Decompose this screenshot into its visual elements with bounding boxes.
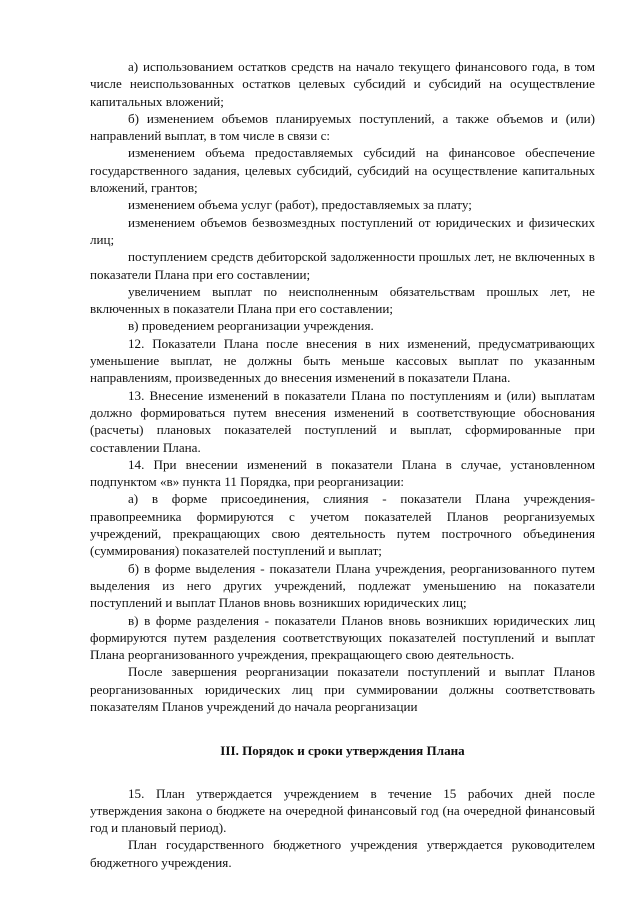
- paragraph-paid-services: изменением объема услуг (работ), предоставляемых за плату;: [128, 197, 472, 213]
- paragraph-after-reorganization: После завершения реорганизации показатели поступлений и выплат Планов реорганизованных юридических лиц при суммировании должны соответствовать показателям Планов учреждений до начала реорганизации: [90, 664, 595, 714]
- paragraph-gratuitous-receipts: изменением объемов безвозмездных поступлений от юридических и физических лиц;: [90, 214, 595, 247]
- paragraph-subsidy-change: изменением объема предоставляемых субсидий на финансовое обеспечение государственного задания, целевых субсидий, субсидий на осуществление капитальных вложений, грантов;: [90, 145, 595, 196]
- paragraph-15: 15. План утверждается учреждением в течение 15 рабочих дней после утверждения закона о бюджете на очередной финансовый год (на очередной финансовый год и плановый период).: [90, 785, 595, 836]
- section-heading: III. Порядок и сроки утверждения Плана: [220, 743, 465, 759]
- paragraph-14-a-merger: а) в форме присоединения, слияния - показатели Плана учреждения-правопреемника формируются с учетом показателей Планов реорганизуемых учреждений, прекращающих свою деятельность путем построчного объединения (суммирования) показателей поступлений и выплат;: [90, 491, 595, 559]
- paragraph-unfulfilled-obligations: увеличением выплат по неисполненным обязательствам прошлых лет, не включенных в показатели Плана при его составлении;: [90, 283, 595, 317]
- paragraph-14: 14. При внесении изменений в показатели Плана в случае, установленном подпунктом «в» пункта 11 Порядка, при реорганизации:: [90, 456, 595, 490]
- paragraph-14-b-separation: б) в форме выделения - показатели Плана учреждения, реорганизованного путем выделения из него других учреждений, подлежат уменьшению на показатели поступлений и выплат Планов вновь возникших юридических лиц;: [90, 560, 595, 611]
- paragraph-receivables: поступлением средств дебиторской задолженности прошлых лет, не включенных в показатели Плана при его составлении;: [90, 249, 595, 282]
- paragraph-v-reorganization: в) проведением реорганизации учреждения.: [128, 318, 374, 334]
- paragraph-13: 13. Внесение изменений в показатели Плана по поступлениям и (или) выплатам должно формироваться путем внесения изменений в соответствующие обоснования (расчеты) плановых показателей поступлений и выплат, сформированные при составлении Плана.: [90, 387, 595, 455]
- paragraph-a-remaining-funds: а) использованием остатков средств на начало текущего финансового года, в том числе неиспользованных остатков целевых субсидий и субсидий на осуществление капитальных вложений;: [90, 59, 595, 109]
- paragraph-plan-approval: План государственного бюджетного учреждения утверждается руководителем бюджетного учреждения.: [90, 837, 595, 870]
- paragraph-b-planned-receipts: б) изменением объемов планируемых поступлений, а также объемов и (или) направлений выплат, в том числе в связи с:: [90, 110, 595, 144]
- paragraph-14-v-division: в) в форме разделения - показатели Планов вновь возникших юридических лиц формируются путем разделения соответствующих показателей поступлений и выплат Плана реорганизованного учреждения, прекращающего свою деятельность.: [90, 612, 595, 663]
- document-body: [90, 58, 595, 871]
- paragraph-12: 12. Показатели Плана после внесения в них изменений, предусматривающих уменьшение выплат, не должны быть меньше кассовых выплат по указанным направлениям, произведенных до внесения изменений в показатели Плана.: [90, 335, 595, 386]
